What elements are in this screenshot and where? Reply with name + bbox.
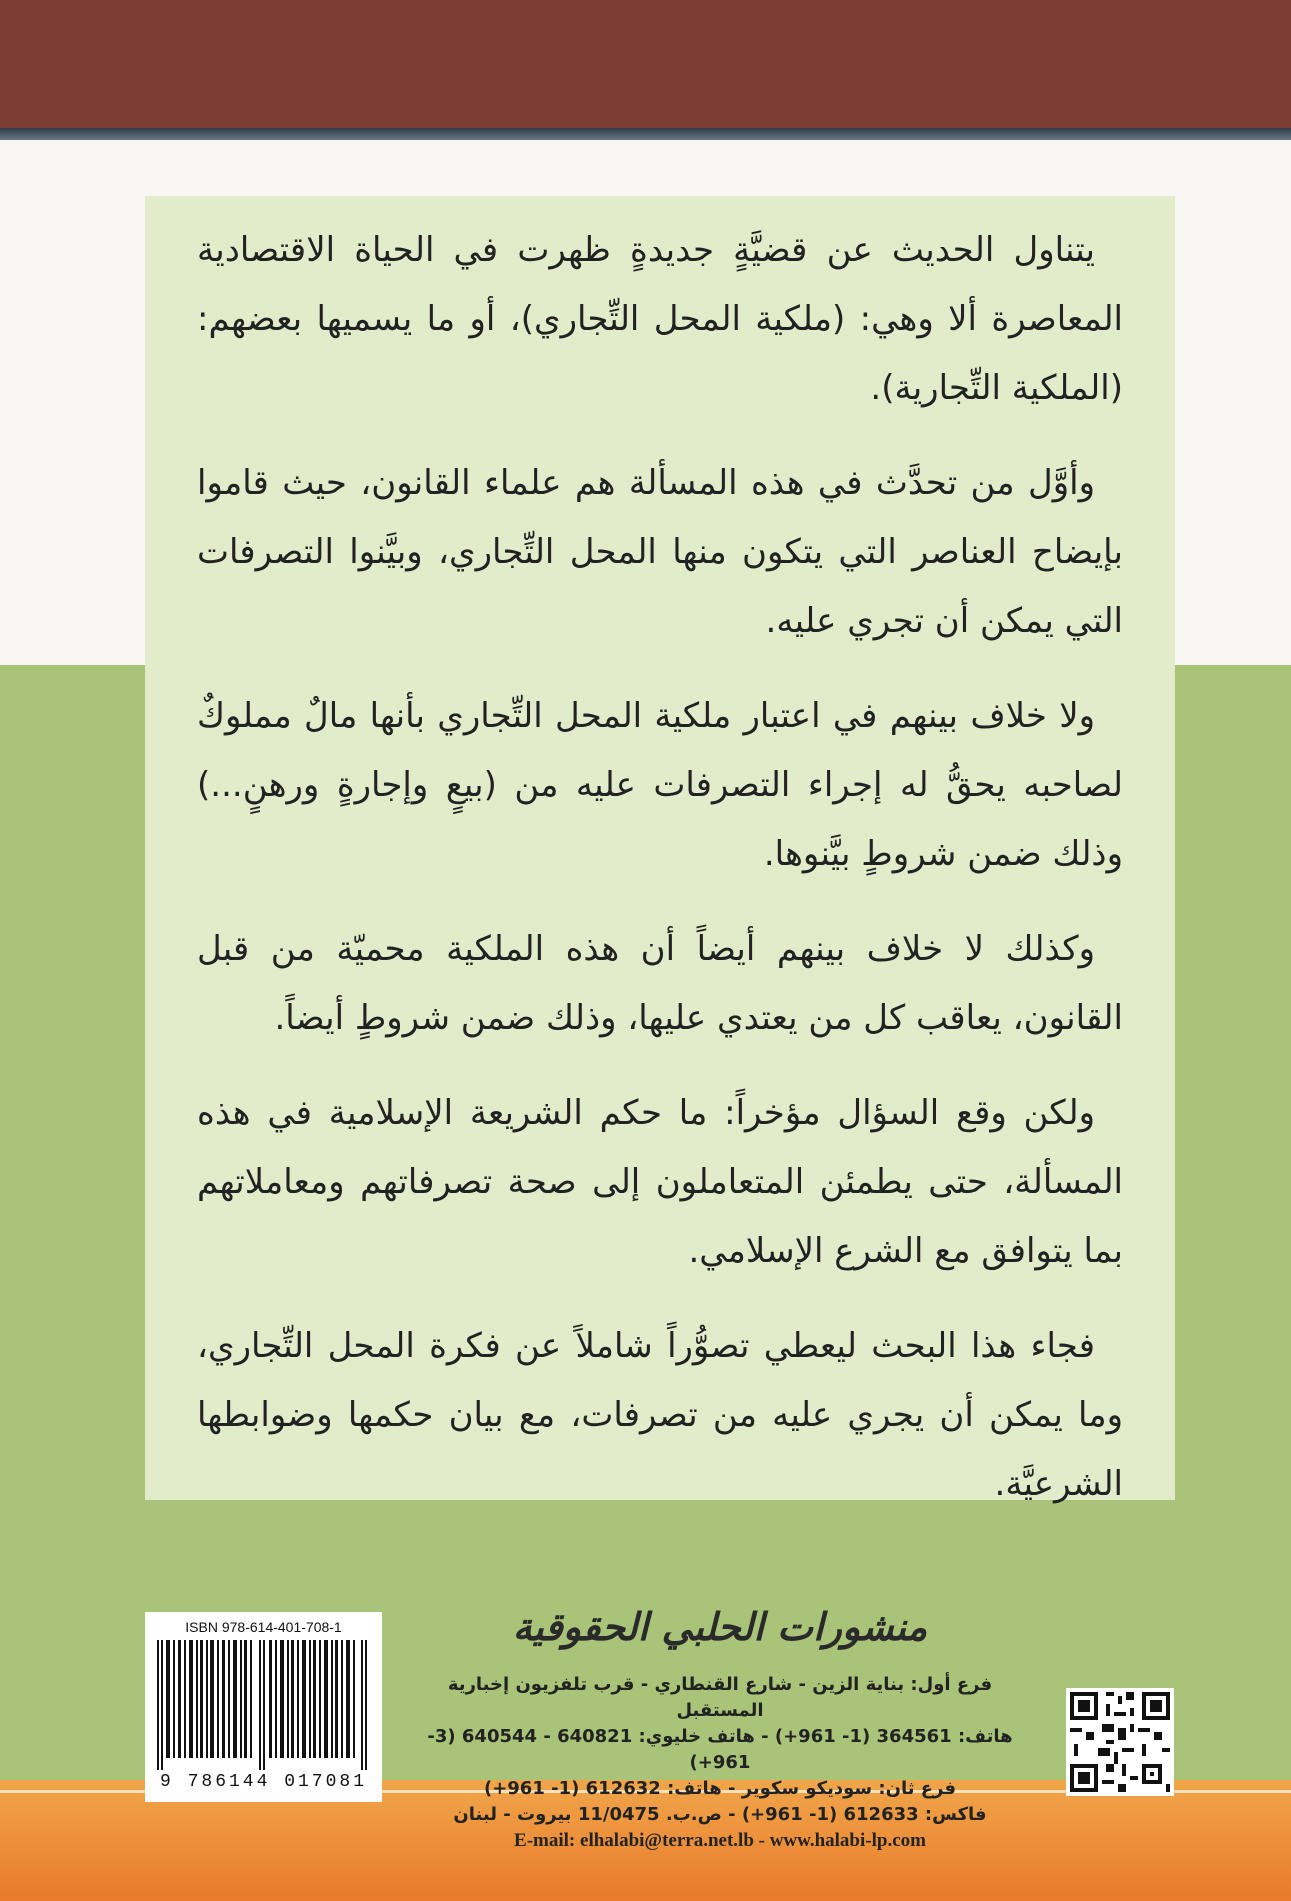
publisher-contact [420,1672,1020,1854]
description-panel [145,196,1175,1504]
paragraph-1: يتناول الحديث عن قضيَّةٍ جديدةٍ ظهرت في الحياة الاقتصادية المعاصرة ألا وهي: (ملكية المحل التِّجاري)، أو ما يسميها بعضهم: (الملكية التِّجارية). [197,230,1123,408]
barcode [145,1612,382,1802]
barcode-bars-icon [153,1640,374,1770]
top-stripe [0,128,1291,140]
contact-email-web: E-mail: elhalabi@terra.net.lb - www.halabi-lp.com [514,1830,926,1851]
qr-code-icon [1066,1688,1174,1796]
paragraph-3: ولا خلاف بينهم في اعتبار ملكية المحل التِّجاري بأنها مالٌ مملوكٌ لصاحبه يحقُّ له إجراء التصرفات عليه من (بيعٍ وإجارةٍ ورهنٍ...) وذلك ضمن شروطٍ بيَّنوها. [197,696,1123,874]
contact-line-4: فاكس: 612633 (1- 961+) - ص.ب. 11/0475 بيروت - لبنان [453,1804,987,1825]
paragraph-4: وكذلك لا خلاف بينهم أيضاً أن هذه الملكية محميّة من قبل القانون، يعاقب كل من يعتدي عليها، وذلك ضمن شروطٍ أيضاً. [197,929,1123,1038]
isbn-digits: 9 786144 017081 [159,1772,368,1792]
paragraph-6: فجاء هذا البحث ليعطي تصوُّراً شاملاً عن فكرة المحل التِّجاري، وما يمكن أن يجري عليه من تصرفات، مع بيان حكمها وضوابطها الشرعيَّة. [197,1326,1123,1504]
publisher-logo [420,1604,1020,1649]
contact-line-2: هاتف: 364561 (1- 961+) - هاتف خليوي: 640821 - 640544 (3- 961+) [427,1726,1013,1773]
publisher-name: منشورات الحلبي الحقوقية [512,1604,928,1649]
contact-line-1: فرع أول: بناية الزين - شارع القنطاري - قرب تلفزيون إخبارية المستقبل [447,1674,993,1721]
paragraph-2: وأوَّل من تحدَّث في هذه المسألة هم علماء القانون، حيث قاموا بإيضاح العناصر التي يتكون منها المحل التِّجاري، وبيَّنوا التصرفات التي يمكن أن تجري عليه. [197,463,1123,641]
paragraph-5: ولكن وقع السؤال مؤخراً: ما حكم الشريعة الإسلامية في هذه المسألة، حتى يطمئن المتعاملون إلى صحة تصرفاتهم ومعاملاتهم بما يتوافق مع الشرع الإسلامي. [197,1093,1123,1271]
isbn-label: ISBN 978-614-401-708-1 [185,1619,342,1635]
contact-line-3: فرع ثان: سوديكو سكوير - هاتف: 612632 (1- 961+) [483,1778,957,1799]
top-color-band [0,0,1291,128]
